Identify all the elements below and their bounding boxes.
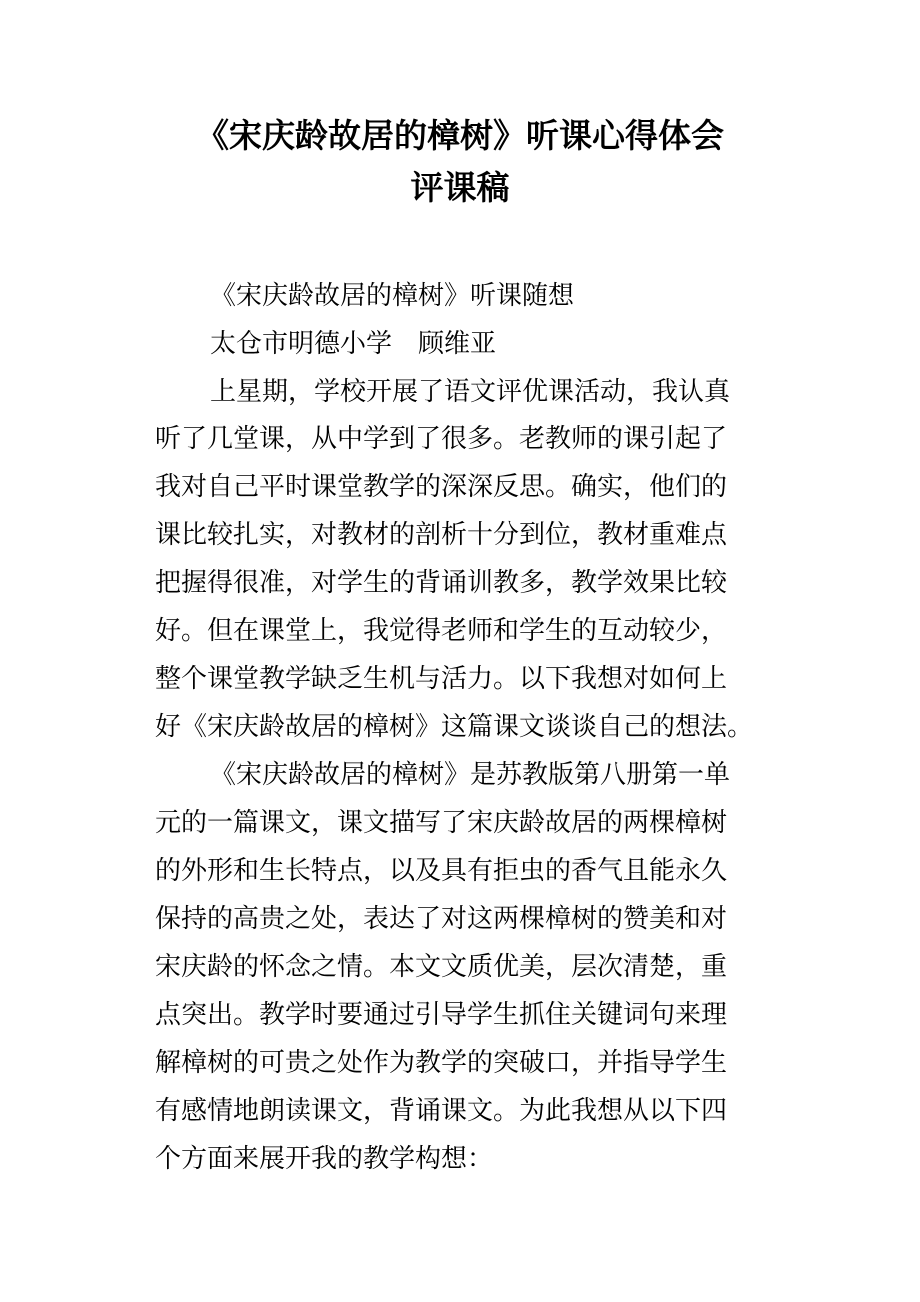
paragraph-line: 把握得很准，对学生的背诵训教多，教学效果比较	[155, 568, 728, 598]
paragraph-line: 解樟树的可贵之处作为教学的突破口，并指导学生	[155, 1048, 728, 1078]
paragraph-line: 课比较扎实，对教材的剖析十分到位，教材重难点	[155, 520, 728, 550]
paragraph-line: 的外形和生长特点，以及具有拒虫的香气且能永久	[155, 856, 728, 886]
paragraph-line: 点突出。教学时要通过引导学生抓住关键词句来理	[155, 1000, 728, 1030]
paragraph-line: 保持的高贵之处，表达了对这两棵樟树的赞美和对	[155, 904, 728, 934]
subtitle-line: 《宋庆龄故居的樟树》听课随想	[210, 281, 575, 311]
document-title	[120, 110, 800, 214]
paragraph-line: 个方面来展开我的教学构想：	[155, 1144, 494, 1174]
paragraph-line: 我对自己平时课堂教学的深深反思。确实，他们的	[155, 472, 728, 502]
paragraph-line: 好《宋庆龄故居的樟树》这篇课文谈谈自己的想法。	[155, 712, 754, 742]
author-line: 太仓市明德小学 顾维亚	[210, 329, 497, 359]
paragraph-line: 上星期，学校开展了语文评优课活动，我认真	[210, 377, 731, 407]
paragraph-line: 宋庆龄的怀念之情。本文文质优美，层次清楚，重	[155, 952, 728, 982]
paragraph-line: 整个课堂教学缺乏生机与活力。以下我想对如何上	[155, 664, 728, 694]
paragraph-line: 好。但在课堂上，我觉得老师和学生的互动较少，	[155, 616, 728, 646]
paragraph-line: 元的一篇课文，课文描写了宋庆龄故居的两棵樟树	[155, 808, 728, 838]
paragraph-line: 有感情地朗读课文，背诵课文。为此我想从以下四	[155, 1096, 728, 1126]
paragraph-line: 听了几堂课，从中学到了很多。老教师的课引起了	[155, 424, 728, 454]
paragraph-line: 《宋庆龄故居的樟树》是苏教版第八册第一单	[210, 760, 731, 790]
title-line: 评课稿	[410, 168, 510, 207]
title-line: 《宋庆龄故居的樟树》听课心得体会	[196, 116, 724, 155]
